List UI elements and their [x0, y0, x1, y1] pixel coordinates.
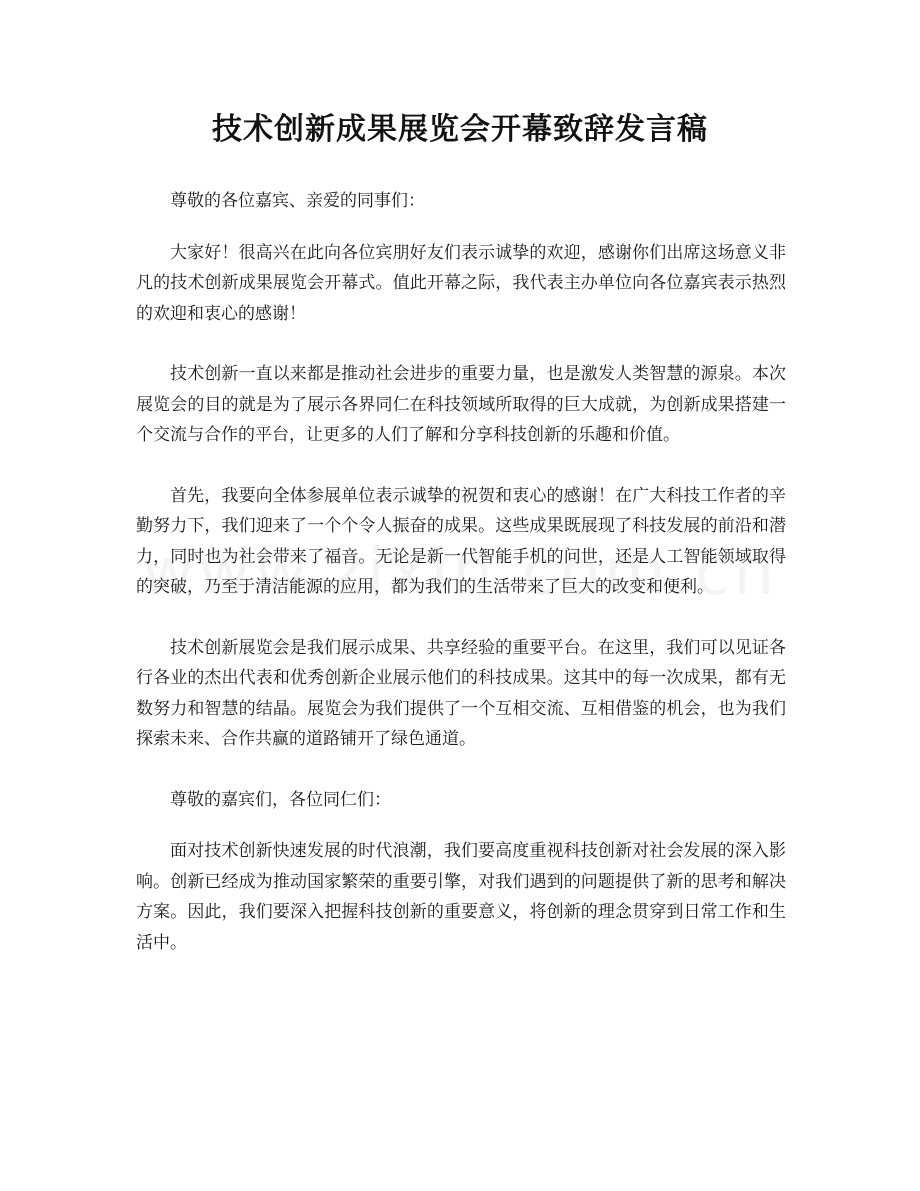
document-title: 技术创新成果展览会开幕致辞发言稿	[212, 112, 708, 147]
paragraph-greeting: 大家好！很高兴在此向各位宾朋好友们表示诚挚的欢迎，感谢你们出席这场意义非凡的技术创新成果展览会开幕式。值此开幕之际，我代表主办单位向各位嘉宾表示热烈的欢迎和衷心的感谢！	[136, 242, 786, 324]
paragraph-purpose: 技术创新一直以来都是推动社会进步的重要力量，也是激发人类智慧的源泉。本次展览会的目的就是为了展示各界同仁在科技领域所取得的巨大成就，为创新成果搭建一个交流与合作的平台，让更多的人们了解和分享科技创新的乐趣和价值。	[136, 364, 786, 445]
paragraph-platform: 技术创新展览会是我们展示成果、共享经验的重要平台。在这里，我们可以见证各行各业的杰出代表和优秀创新企业展示他们的科技成果。这其中的每一次成果，都有无数努力和智慧的结晶。展览会为我们提供了一个互相交流、互相借鉴的机会，也为我们探索未来、合作共赢的道路铺开了绿色通道。	[136, 637, 786, 749]
document-body	[136, 186, 786, 988]
paragraph-salutation-2: 尊敬的嘉宾们，各位同仁们：	[170, 789, 391, 810]
paragraph-congratulations: 首先，我要向全体参展单位表示诚挚的祝贺和衷心的感谢！在广大科技工作者的辛勤努力下，我们迎来了一个个令人振奋的成果。这些成果既展现了科技发展的前沿和潜力，同时也为社会带来了福音。无论是新一代智能手机的问世，还是人工智能领域取得的突破，乃至于清洁能源的应用，都为我们的生活带来了巨大的改变和便利。	[136, 485, 786, 597]
paragraph-outlook: 面对技术创新快速发展的时代浪潮，我们要高度重视科技创新对社会发展的深入影响。创新已经成为推动国家繁荣的重要引擎，对我们遇到的问题提供了新的思考和解决方案。因此，我们要深入把握科技创新的重要意义，将创新的理念贯穿到日常工作和生活中。	[136, 841, 786, 953]
paragraph-salutation: 尊敬的各位嘉宾、亲爱的同事们：	[170, 191, 425, 211]
